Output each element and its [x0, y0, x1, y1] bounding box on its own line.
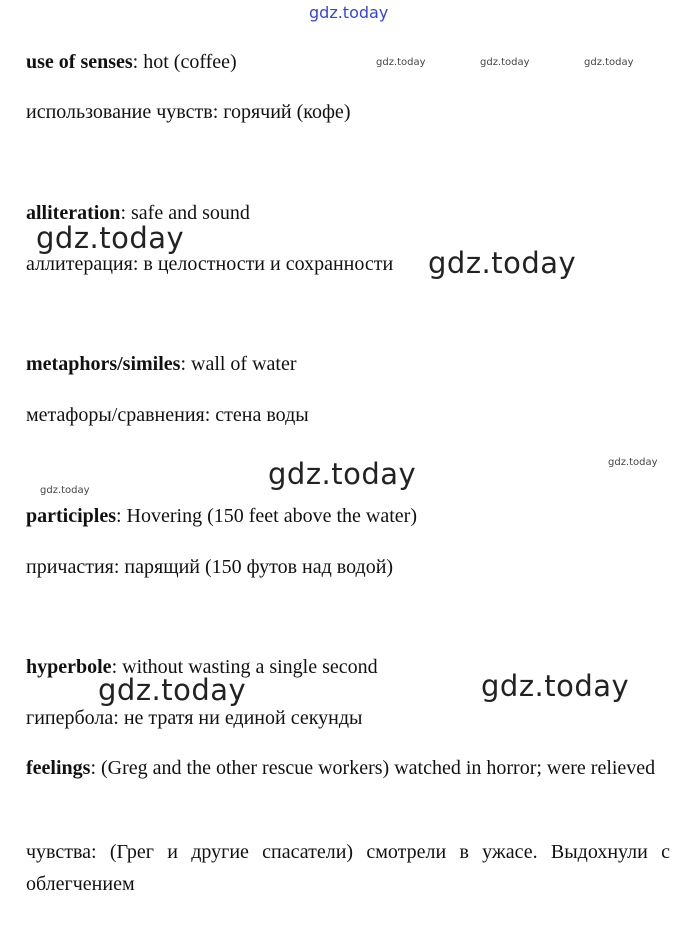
term-example: : without wasting a single second	[111, 656, 378, 678]
entry-participles-ru: причастия: парящий (150 футов над водой)	[26, 556, 394, 578]
term-example: : (Greg and the other rescue workers) watched in horror; were relieved	[90, 757, 656, 779]
watermark-large: gdz.today	[428, 246, 577, 280]
term-label: participles	[26, 505, 116, 527]
term-example: : Hovering (150 feet above the water)	[116, 505, 417, 527]
entry-alliteration-ru: аллитерация: в целостности и сохранности	[26, 253, 394, 275]
watermark-small: gdz.today	[376, 57, 426, 68]
watermark-top: gdz.today	[309, 3, 389, 22]
entry-use-of-senses-en	[26, 50, 237, 74]
entry-metaphors-ru: метафоры/сравнения: стена воды	[26, 404, 309, 426]
term-label: alliteration	[26, 202, 121, 224]
term-label: use of senses	[26, 51, 133, 73]
watermark-large: gdz.today	[98, 673, 247, 707]
entry-use-of-senses-ru: использование чувств: горячий (кофе)	[26, 101, 351, 123]
entry-feelings-ru: чувства: (Грег и другие спасатели) смотрели в ужасе. Выдохнули с облегчением	[26, 841, 670, 895]
term-example: : wall of water	[180, 353, 297, 375]
watermark-large: gdz.today	[36, 221, 185, 255]
entry-feelings-en	[26, 752, 670, 784]
term-example: : hot (coffee)	[132, 51, 237, 73]
term-label: metaphors/similes	[26, 353, 181, 375]
entry-participles-en	[26, 504, 417, 528]
watermark-large: gdz.today	[481, 669, 630, 703]
term-label: hyperbole	[26, 656, 112, 678]
term-example: : safe and sound	[120, 202, 250, 224]
entry-metaphors-en	[26, 352, 297, 376]
watermark-small: gdz.today	[480, 57, 530, 68]
watermark-small: gdz.today	[584, 57, 634, 68]
watermark-small: gdz.today	[608, 457, 658, 468]
watermark-small: gdz.today	[40, 485, 90, 496]
entry-hyperbole-ru: гипербола: не тратя ни единой секунды	[26, 707, 363, 729]
term-label: feelings	[26, 757, 91, 779]
watermark-large: gdz.today	[268, 457, 417, 491]
